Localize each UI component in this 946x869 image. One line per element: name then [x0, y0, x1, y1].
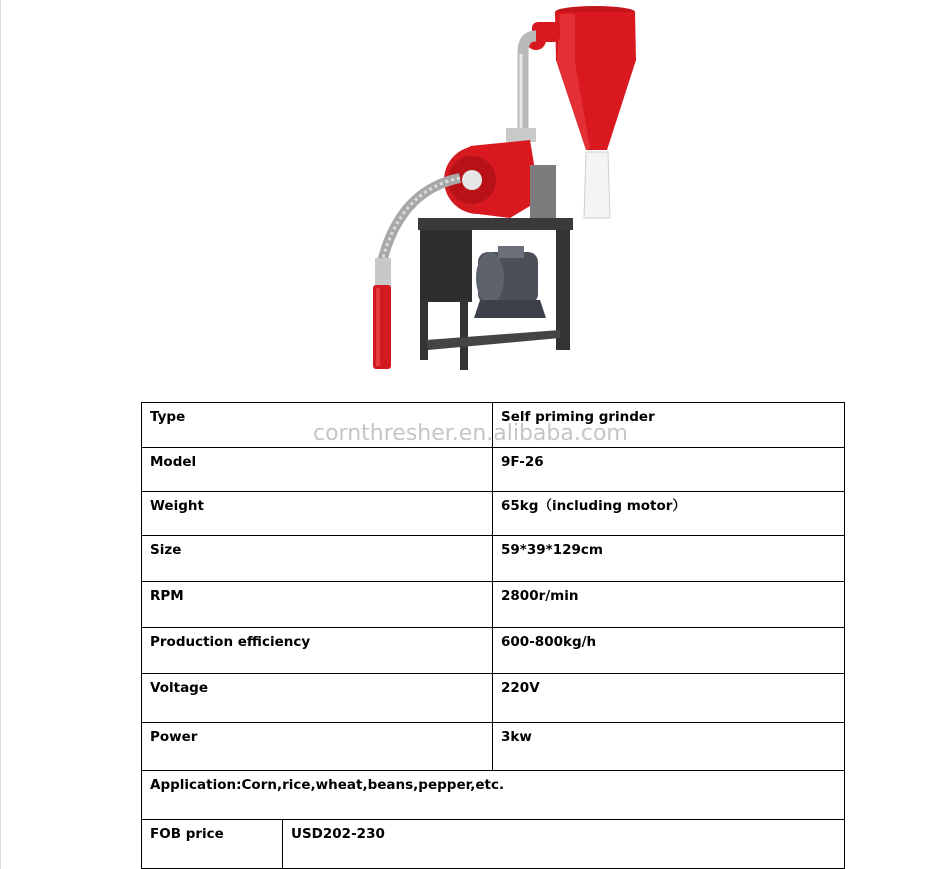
table-row: [142, 723, 845, 771]
table-row: [142, 820, 845, 869]
spec-application: Application:Corn,rice,wheat,beans,pepper,etc.: [142, 771, 845, 820]
spec-label-weight: Weight: [142, 492, 493, 536]
table-row: [142, 403, 845, 448]
product-photo: [360, 0, 650, 380]
spec-value-fob-price: USD202-230: [283, 820, 845, 869]
table-row: [142, 582, 845, 628]
spec-label-size: Size: [142, 536, 493, 582]
watermark-text: cornthresher.en.alibaba.com: [313, 421, 628, 446]
spec-value-voltage: 220V: [493, 674, 845, 723]
table-row: [142, 536, 845, 582]
page-left-border: [0, 0, 1, 869]
spec-value-production-efficiency: 600-800kg/h: [493, 628, 845, 674]
spec-value-type: Self priming grinder: [493, 403, 845, 448]
spec-label-voltage: Voltage: [142, 674, 493, 723]
spec-label-power: Power: [142, 723, 493, 771]
spec-label-type: Type: [142, 403, 493, 448]
table-row: [142, 492, 845, 536]
table-row: [142, 448, 845, 492]
table-row: [142, 628, 845, 674]
spec-label-model: Model: [142, 448, 493, 492]
spec-label-fob-price: FOB price: [142, 820, 283, 869]
spec-value-power: 3kw: [493, 723, 845, 771]
spec-label-production-efficiency: Production efficiency: [142, 628, 493, 674]
spec-value-weight: 65kg（including motor）: [493, 492, 845, 536]
spec-value-model: 9F-26: [493, 448, 845, 492]
table-row: [142, 674, 845, 723]
spec-label-rpm: RPM: [142, 582, 493, 628]
table-row: [142, 771, 845, 820]
specifications-table: [141, 402, 845, 869]
spec-value-size: 59*39*129cm: [493, 536, 845, 582]
spec-value-rpm: 2800r/min: [493, 582, 845, 628]
